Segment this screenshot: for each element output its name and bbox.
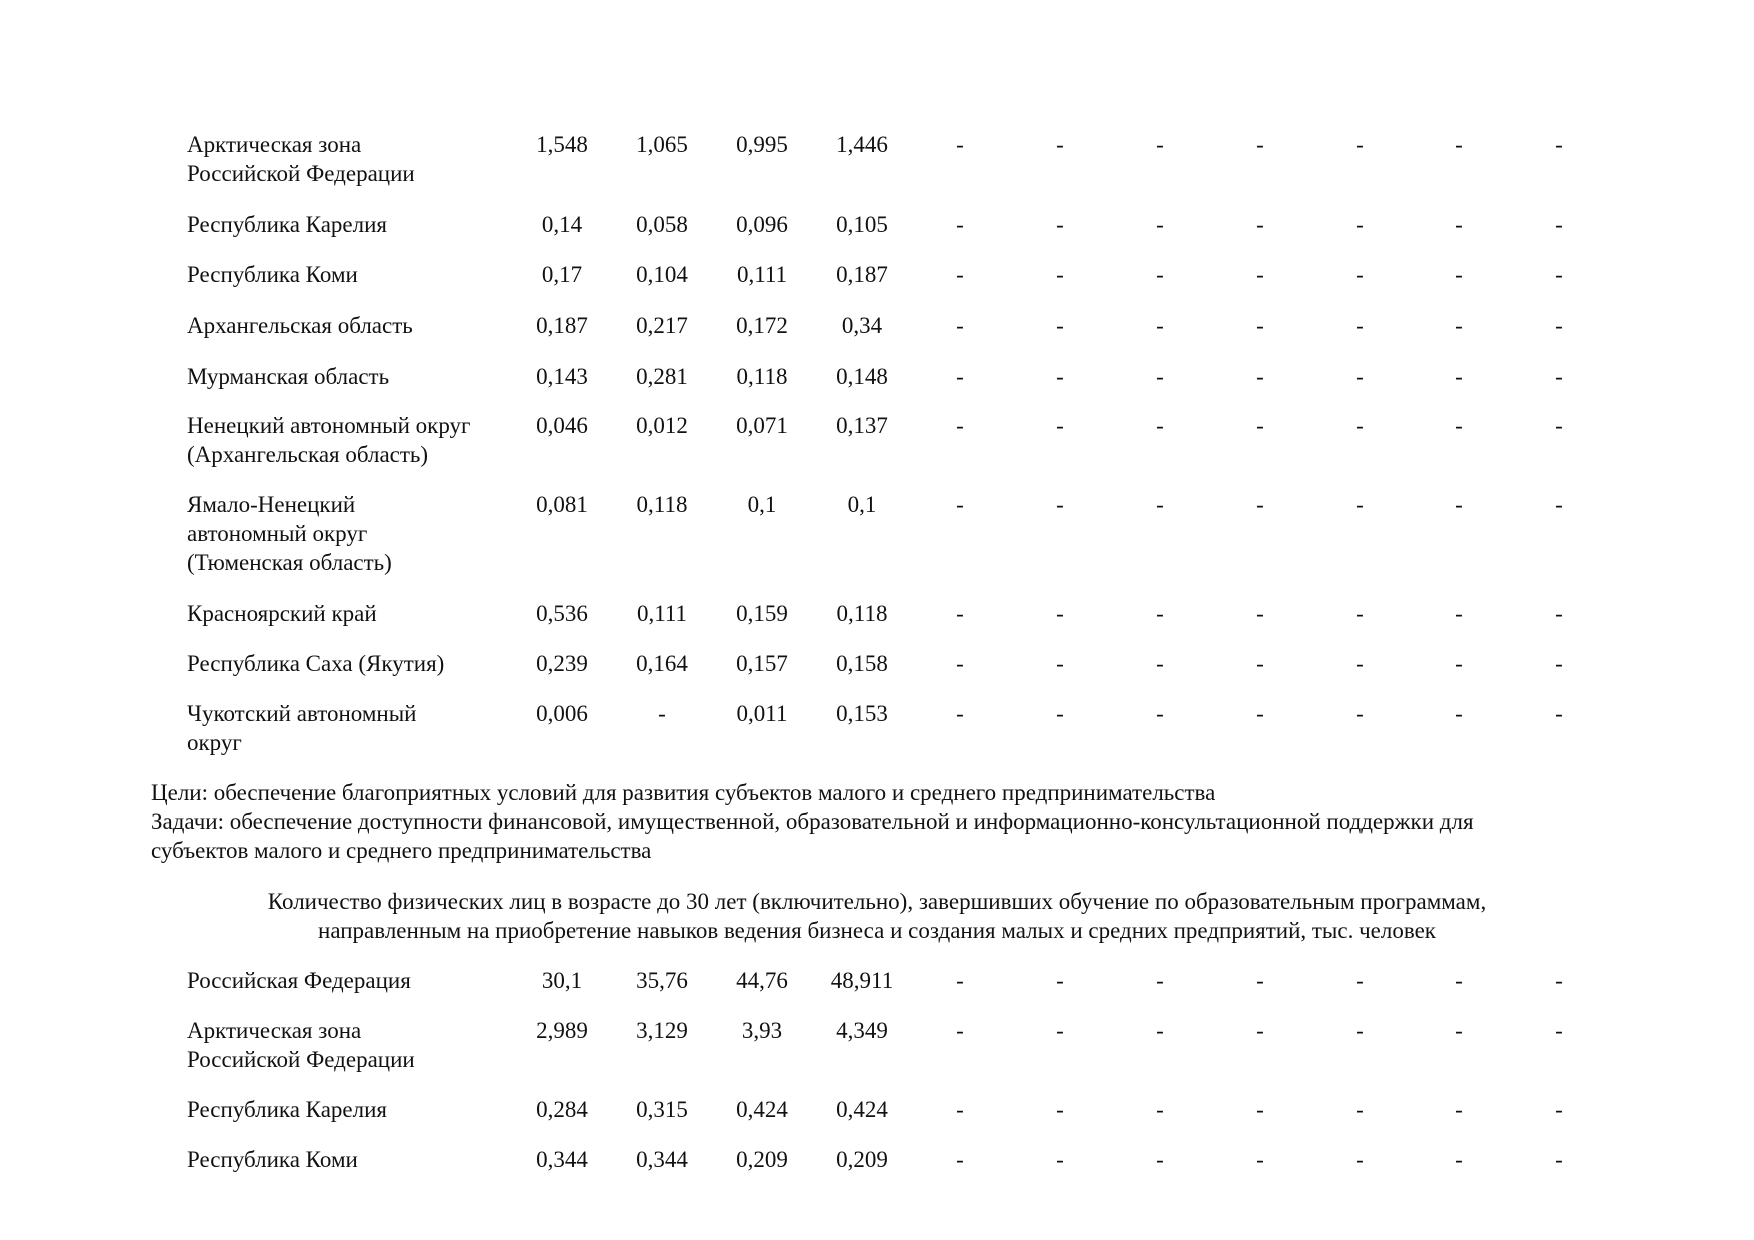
value-cell: - — [1156, 413, 1164, 438]
value-cell: - — [1056, 1147, 1064, 1172]
value-cell: - — [1356, 492, 1364, 517]
value-cell: - — [1156, 212, 1164, 237]
region-label: Чукотский автономный округ — [187, 701, 417, 755]
region-label: Мурманская область — [187, 364, 390, 389]
value-cell: - — [1356, 1147, 1364, 1172]
value-cell: 0,118 — [636, 492, 688, 517]
value-cell: 0,209 — [836, 1147, 888, 1172]
value-cell: 3,129 — [636, 1018, 688, 1043]
value-cell: - — [956, 262, 964, 287]
value-cell: - — [1156, 701, 1164, 726]
value-cell: 0,011 — [736, 701, 788, 726]
value-cell: - — [1256, 1097, 1264, 1122]
value-cell: 0,105 — [836, 212, 888, 237]
value-cell: 0,111 — [736, 262, 788, 287]
region-label: Республика Карелия — [187, 212, 388, 237]
value-cell: - — [1455, 651, 1463, 676]
value-cell: - — [956, 651, 964, 676]
value-cell: 0,111 — [636, 601, 688, 626]
value-cell: 35,76 — [636, 968, 688, 993]
value-cell: - — [1555, 132, 1563, 157]
value-cell: - — [1056, 212, 1064, 237]
indicator-title-line2: направленным на приобретение навыков ведения бизнеса и создания малых и средних предприятий, тыс. человек — [318, 918, 1436, 943]
value-cell: 1,446 — [836, 132, 888, 157]
value-cell: - — [1356, 212, 1364, 237]
value-cell: - — [1056, 1018, 1064, 1043]
value-cell: 0,209 — [736, 1147, 788, 1172]
value-cell: - — [1455, 1097, 1463, 1122]
value-cell: - — [1455, 313, 1463, 338]
value-cell: - — [1056, 364, 1064, 389]
value-cell: - — [1256, 132, 1264, 157]
value-cell: - — [1256, 701, 1264, 726]
value-cell: 0,14 — [541, 212, 583, 237]
value-cell: - — [1555, 262, 1563, 287]
value-cell: - — [1555, 492, 1563, 517]
value-cell: - — [1356, 413, 1364, 438]
value-cell: 0,096 — [736, 212, 788, 237]
indicator-title-line1: Количество физических лиц в возрасте до 30 лет (включительно), завершивших обучение по образовательным программам, — [267, 889, 1487, 914]
value-cell: - — [1356, 651, 1364, 676]
value-cell: 0,34 — [841, 313, 883, 338]
value-cell: 3,93 — [741, 1018, 783, 1043]
value-cell: - — [1056, 601, 1064, 626]
value-cell: - — [1455, 413, 1463, 438]
value-cell: - — [1455, 262, 1463, 287]
value-cell: - — [1455, 701, 1463, 726]
value-cell: - — [1356, 701, 1364, 726]
region-label: Ямало-Ненецкий автономный округ (Тюменская область) — [187, 492, 392, 575]
value-cell: 30,1 — [541, 968, 583, 993]
value-cell: - — [956, 701, 964, 726]
indicator-title — [0, 887, 1754, 945]
goals-text: Цели: обеспечение благоприятных условий для развития субъектов малого и среднего предпринимательства — [151, 780, 1216, 805]
value-cell: 0,118 — [736, 364, 788, 389]
value-cell: 0,187 — [536, 313, 588, 338]
value-cell: - — [1056, 651, 1064, 676]
value-cell: 0,1 — [847, 492, 877, 517]
value-cell: 0,118 — [836, 601, 888, 626]
value-cell: 4,349 — [836, 1018, 888, 1043]
value-cell: - — [956, 132, 964, 157]
value-cell: 0,536 — [536, 601, 588, 626]
value-cell: 0,137 — [836, 413, 888, 438]
value-cell: - — [1455, 1147, 1463, 1172]
value-cell: - — [1156, 1018, 1164, 1043]
value-cell: - — [1356, 1018, 1364, 1043]
value-cell: - — [1056, 262, 1064, 287]
value-cell: 0,148 — [836, 364, 888, 389]
value-cell: - — [1455, 968, 1463, 993]
value-cell: - — [1056, 1097, 1064, 1122]
value-cell: - — [1256, 413, 1264, 438]
value-cell: - — [1356, 601, 1364, 626]
region-label: Арктическая зона Российской Федерации — [187, 132, 415, 186]
region-label: Красноярский край — [187, 601, 377, 626]
value-cell: - — [1156, 968, 1164, 993]
value-cell: - — [1356, 1097, 1364, 1122]
value-cell: - — [956, 1097, 964, 1122]
region-label: Ненецкий автономный округ (Архангельская область) — [187, 413, 471, 467]
value-cell: - — [1156, 364, 1164, 389]
value-cell: - — [1056, 701, 1064, 726]
value-cell: - — [1256, 1018, 1264, 1043]
value-cell: 0,159 — [736, 601, 788, 626]
value-cell: - — [1356, 262, 1364, 287]
value-cell: - — [1555, 413, 1563, 438]
value-cell: - — [1156, 601, 1164, 626]
value-cell: 0,424 — [836, 1097, 888, 1122]
value-cell: - — [1256, 313, 1264, 338]
value-cell: 0,17 — [541, 262, 583, 287]
value-cell: - — [1056, 492, 1064, 517]
value-cell: 0,058 — [636, 212, 688, 237]
value-cell: 0,344 — [536, 1147, 588, 1172]
region-label: Республика Саха (Якутия) — [187, 651, 445, 676]
value-cell: - — [1555, 1147, 1563, 1172]
value-cell: - — [1555, 1018, 1563, 1043]
value-cell: - — [1555, 968, 1563, 993]
value-cell: 48,911 — [830, 968, 894, 993]
value-cell: - — [1455, 132, 1463, 157]
value-cell: 0,046 — [536, 413, 588, 438]
value-cell: - — [956, 313, 964, 338]
value-cell: 0,424 — [736, 1097, 788, 1122]
value-cell: - — [1455, 601, 1463, 626]
value-cell: - — [1256, 601, 1264, 626]
value-cell: - — [1256, 1147, 1264, 1172]
value-cell: - — [1455, 1018, 1463, 1043]
value-cell: - — [1455, 212, 1463, 237]
value-cell: - — [1156, 313, 1164, 338]
value-cell: - — [1555, 651, 1563, 676]
value-cell: - — [1256, 212, 1264, 237]
value-cell: - — [1056, 413, 1064, 438]
value-cell: 0,157 — [736, 651, 788, 676]
value-cell: 0,1 — [747, 492, 777, 517]
value-cell: - — [956, 968, 964, 993]
value-cell: - — [1256, 364, 1264, 389]
region-label: Республика Коми — [187, 262, 358, 287]
value-cell: - — [1156, 1097, 1164, 1122]
value-cell: 2,989 — [536, 1018, 588, 1043]
value-cell: 0,158 — [836, 651, 888, 676]
tasks-text: Задачи: обеспечение доступности финансовой, имущественной, образовательной и информационно-консультационной поддержки для — [151, 809, 1474, 834]
value-cell: 0,239 — [536, 651, 588, 676]
value-cell: - — [956, 212, 964, 237]
value-cell: - — [1056, 132, 1064, 157]
value-cell: - — [956, 364, 964, 389]
value-cell: 0,344 — [636, 1147, 688, 1172]
value-cell: - — [956, 492, 964, 517]
value-cell: 0,281 — [636, 364, 688, 389]
value-cell: 0,104 — [636, 262, 688, 287]
region-label: Архангельская область — [187, 313, 413, 338]
value-cell: - — [1156, 1147, 1164, 1172]
value-cell: - — [1555, 1097, 1563, 1122]
value-cell: - — [956, 413, 964, 438]
value-cell: 0,172 — [736, 313, 788, 338]
value-cell: - — [1555, 701, 1563, 726]
value-cell: - — [956, 1147, 964, 1172]
value-cell: 0,164 — [636, 651, 688, 676]
value-cell: - — [1555, 364, 1563, 389]
value-cell: 0,153 — [836, 701, 888, 726]
value-cell: 0,995 — [736, 132, 788, 157]
value-cell: - — [1256, 492, 1264, 517]
region-label: Российская Федерация — [187, 968, 411, 993]
region-label: Арктическая зона Российской Федерации — [187, 1018, 415, 1072]
value-cell: - — [1555, 313, 1563, 338]
value-cell: - — [1356, 364, 1364, 389]
value-cell: 44,76 — [736, 968, 788, 993]
value-cell: 0,217 — [636, 313, 688, 338]
region-label: Республика Коми — [187, 1147, 358, 1172]
value-cell: - — [1455, 364, 1463, 389]
value-cell: - — [1256, 968, 1264, 993]
value-cell: - — [1156, 262, 1164, 287]
tasks-text-continued: субъектов малого и среднего предпринимательства — [151, 838, 652, 863]
value-cell: - — [956, 601, 964, 626]
value-cell: - — [1256, 262, 1264, 287]
value-cell: - — [1555, 601, 1563, 626]
value-cell: - — [1156, 492, 1164, 517]
value-cell: 0,284 — [536, 1097, 588, 1122]
value-cell: - — [658, 701, 666, 726]
value-cell: 1,548 — [536, 132, 588, 157]
value-cell: - — [1356, 313, 1364, 338]
value-cell: 0,187 — [836, 262, 888, 287]
value-cell: 0,143 — [536, 364, 588, 389]
value-cell: - — [1056, 313, 1064, 338]
value-cell: - — [1156, 651, 1164, 676]
value-cell: 0,081 — [536, 492, 588, 517]
value-cell: - — [1555, 212, 1563, 237]
value-cell: 0,315 — [636, 1097, 688, 1122]
value-cell: - — [1455, 492, 1463, 517]
value-cell: - — [1156, 132, 1164, 157]
value-cell: - — [1356, 132, 1364, 157]
value-cell: - — [956, 1018, 964, 1043]
value-cell: - — [1056, 968, 1064, 993]
value-cell: 1,065 — [636, 132, 688, 157]
value-cell: 0,012 — [636, 413, 688, 438]
value-cell: - — [1356, 968, 1364, 993]
region-label: Республика Карелия — [187, 1097, 388, 1122]
value-cell: 0,071 — [736, 413, 788, 438]
value-cell: 0,006 — [536, 701, 588, 726]
value-cell: - — [1256, 651, 1264, 676]
